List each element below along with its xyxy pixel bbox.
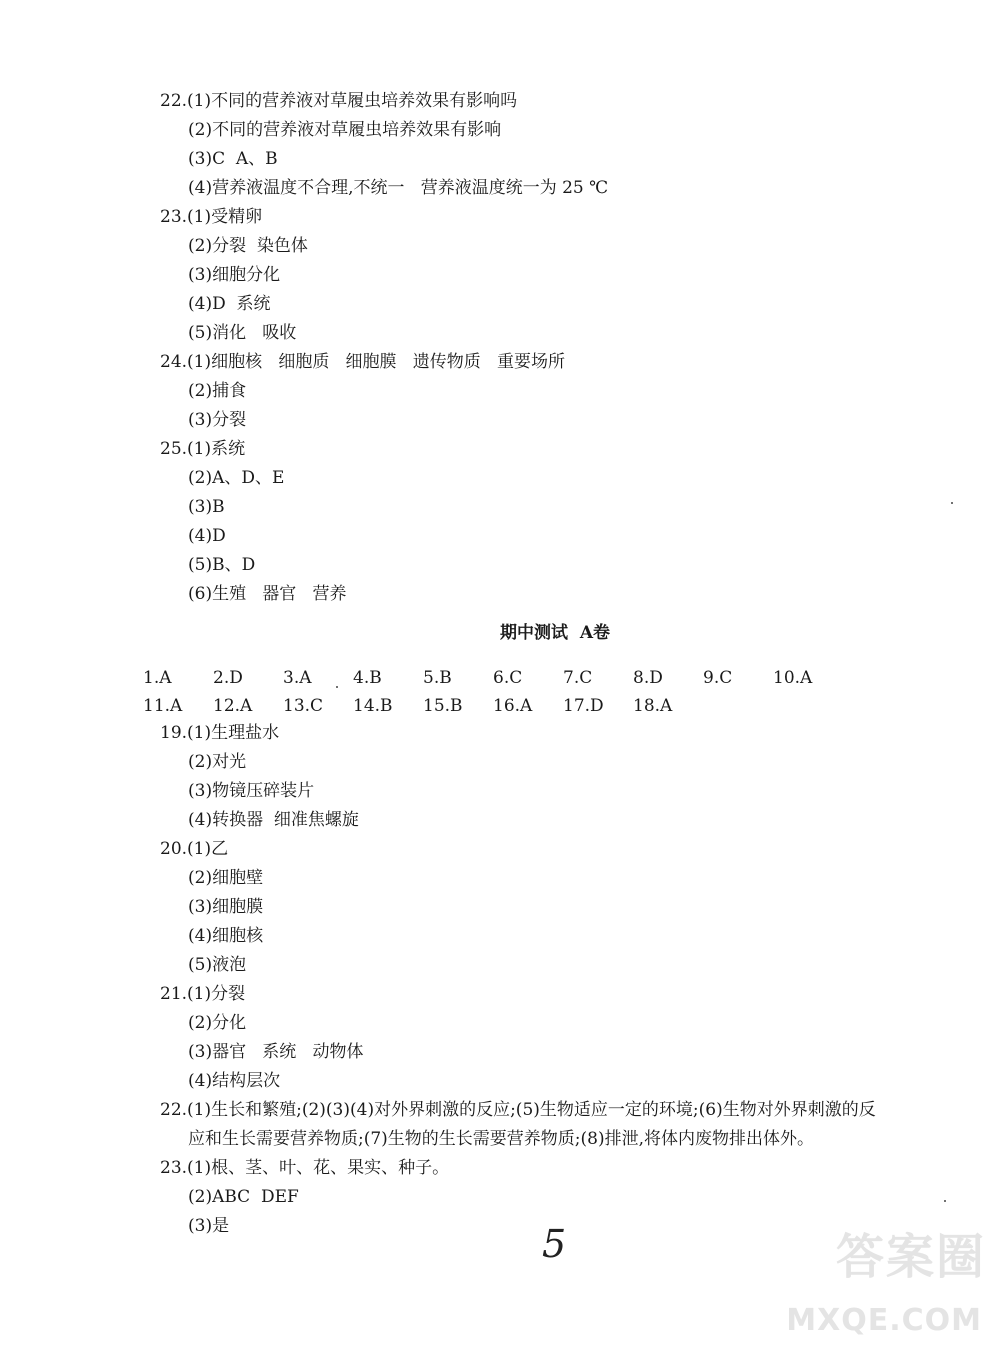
mc-answer: 6.C bbox=[493, 668, 523, 688]
answer-line: 21.(1)分裂 bbox=[160, 984, 246, 1004]
answer-line: (6)生殖 器官 营养 bbox=[188, 584, 347, 604]
page-number: 5 bbox=[542, 1222, 567, 1266]
answer-line: 应和生长需要营养物质;(7)生物的生长需要营养物质;(8)排泄,将体内废物排出体外。 bbox=[188, 1129, 815, 1149]
answer-line: 20.(1)乙 bbox=[160, 839, 229, 859]
mc-answer: 3.A bbox=[283, 668, 312, 688]
mc-answer: 8.D bbox=[633, 668, 663, 688]
watermark-top-text: 答案圈 bbox=[835, 1229, 986, 1285]
answer-line: (4)细胞核 bbox=[188, 926, 264, 946]
mc-answer: 9.C bbox=[703, 668, 733, 688]
scan-speck bbox=[951, 502, 953, 504]
mc-answer: 1.A bbox=[143, 668, 172, 688]
answer-line: (4)D 系统 bbox=[188, 294, 271, 314]
answer-line: (2)细胞壁 bbox=[188, 868, 264, 888]
answer-line: (4)结构层次 bbox=[188, 1071, 281, 1091]
answer-line: (2)A、D、E bbox=[188, 468, 285, 488]
answer-line: (5)液泡 bbox=[188, 955, 247, 975]
scan-speck bbox=[944, 1200, 946, 1202]
mc-answer: 11.A bbox=[143, 696, 183, 716]
mc-answer: 16.A bbox=[493, 696, 533, 716]
scan-speck bbox=[336, 686, 338, 688]
mc-answer: 2.D bbox=[213, 668, 243, 688]
answer-line: 22.(1)不同的营养液对草履虫培养效果有影响吗 bbox=[160, 91, 518, 111]
answer-line: (2)不同的营养液对草履虫培养效果有影响 bbox=[188, 120, 502, 140]
mc-answer: 5.B bbox=[423, 668, 452, 688]
answer-line: (3)B bbox=[188, 497, 225, 517]
answer-line: 23.(1)根、茎、叶、花、果实、种子。 bbox=[160, 1158, 450, 1178]
answer-line: (2)ABC DEF bbox=[188, 1187, 299, 1207]
answer-line: (2)分裂 染色体 bbox=[188, 236, 308, 256]
mc-answer: 18.A bbox=[633, 696, 673, 716]
mc-answer: 14.B bbox=[353, 696, 393, 716]
answer-line: (5)B、D bbox=[188, 555, 256, 575]
answer-line: (3)细胞分化 bbox=[188, 265, 281, 285]
answer-line: (3)是 bbox=[188, 1216, 230, 1236]
mc-answer: 17.D bbox=[563, 696, 604, 716]
answer-line: (4)D bbox=[188, 526, 226, 546]
answer-line: (3)C A、B bbox=[188, 149, 278, 169]
answer-line: 19.(1)生理盐水 bbox=[160, 723, 280, 743]
mc-answer: 10.A bbox=[773, 668, 813, 688]
answer-line: (4)营养液温度不合理,不统一 营养液温度统一为 25 ℃ bbox=[188, 178, 609, 198]
answer-line: (3)物镜压碎装片 bbox=[188, 781, 315, 801]
answer-line: (2)对光 bbox=[188, 752, 247, 772]
answer-line: (2)捕食 bbox=[188, 381, 247, 401]
watermark-logo bbox=[786, 1218, 986, 1338]
mc-answer: 7.C bbox=[563, 668, 593, 688]
answer-line: 24.(1)细胞核 细胞质 细胞膜 遗传物质 重要场所 bbox=[160, 352, 565, 372]
mc-answer: 15.B bbox=[423, 696, 463, 716]
section-title: 期中测试 A卷 bbox=[500, 623, 611, 643]
mc-answer: 4.B bbox=[353, 668, 382, 688]
answer-line: (3)器官 系统 动物体 bbox=[188, 1042, 364, 1062]
watermark-bottom-text: MXQE.COM bbox=[786, 1303, 982, 1338]
answer-line: (3)分裂 bbox=[188, 410, 247, 430]
answer-line: 22.(1)生长和繁殖;(2)(3)(4)对外界刺激的反应;(5)生物适应一定的环境;(6)生物对外界刺激的反 bbox=[160, 1100, 876, 1120]
mc-answer: 13.C bbox=[283, 696, 324, 716]
answer-line: 23.(1)受精卵 bbox=[160, 207, 263, 227]
answer-line: 25.(1)系统 bbox=[160, 439, 246, 459]
answer-line: (3)细胞膜 bbox=[188, 897, 264, 917]
answer-line: (5)消化 吸收 bbox=[188, 323, 297, 343]
mc-answer: 12.A bbox=[213, 696, 253, 716]
answer-line: (2)分化 bbox=[188, 1013, 247, 1033]
answer-line: (4)转换器 细准焦螺旋 bbox=[188, 810, 359, 830]
